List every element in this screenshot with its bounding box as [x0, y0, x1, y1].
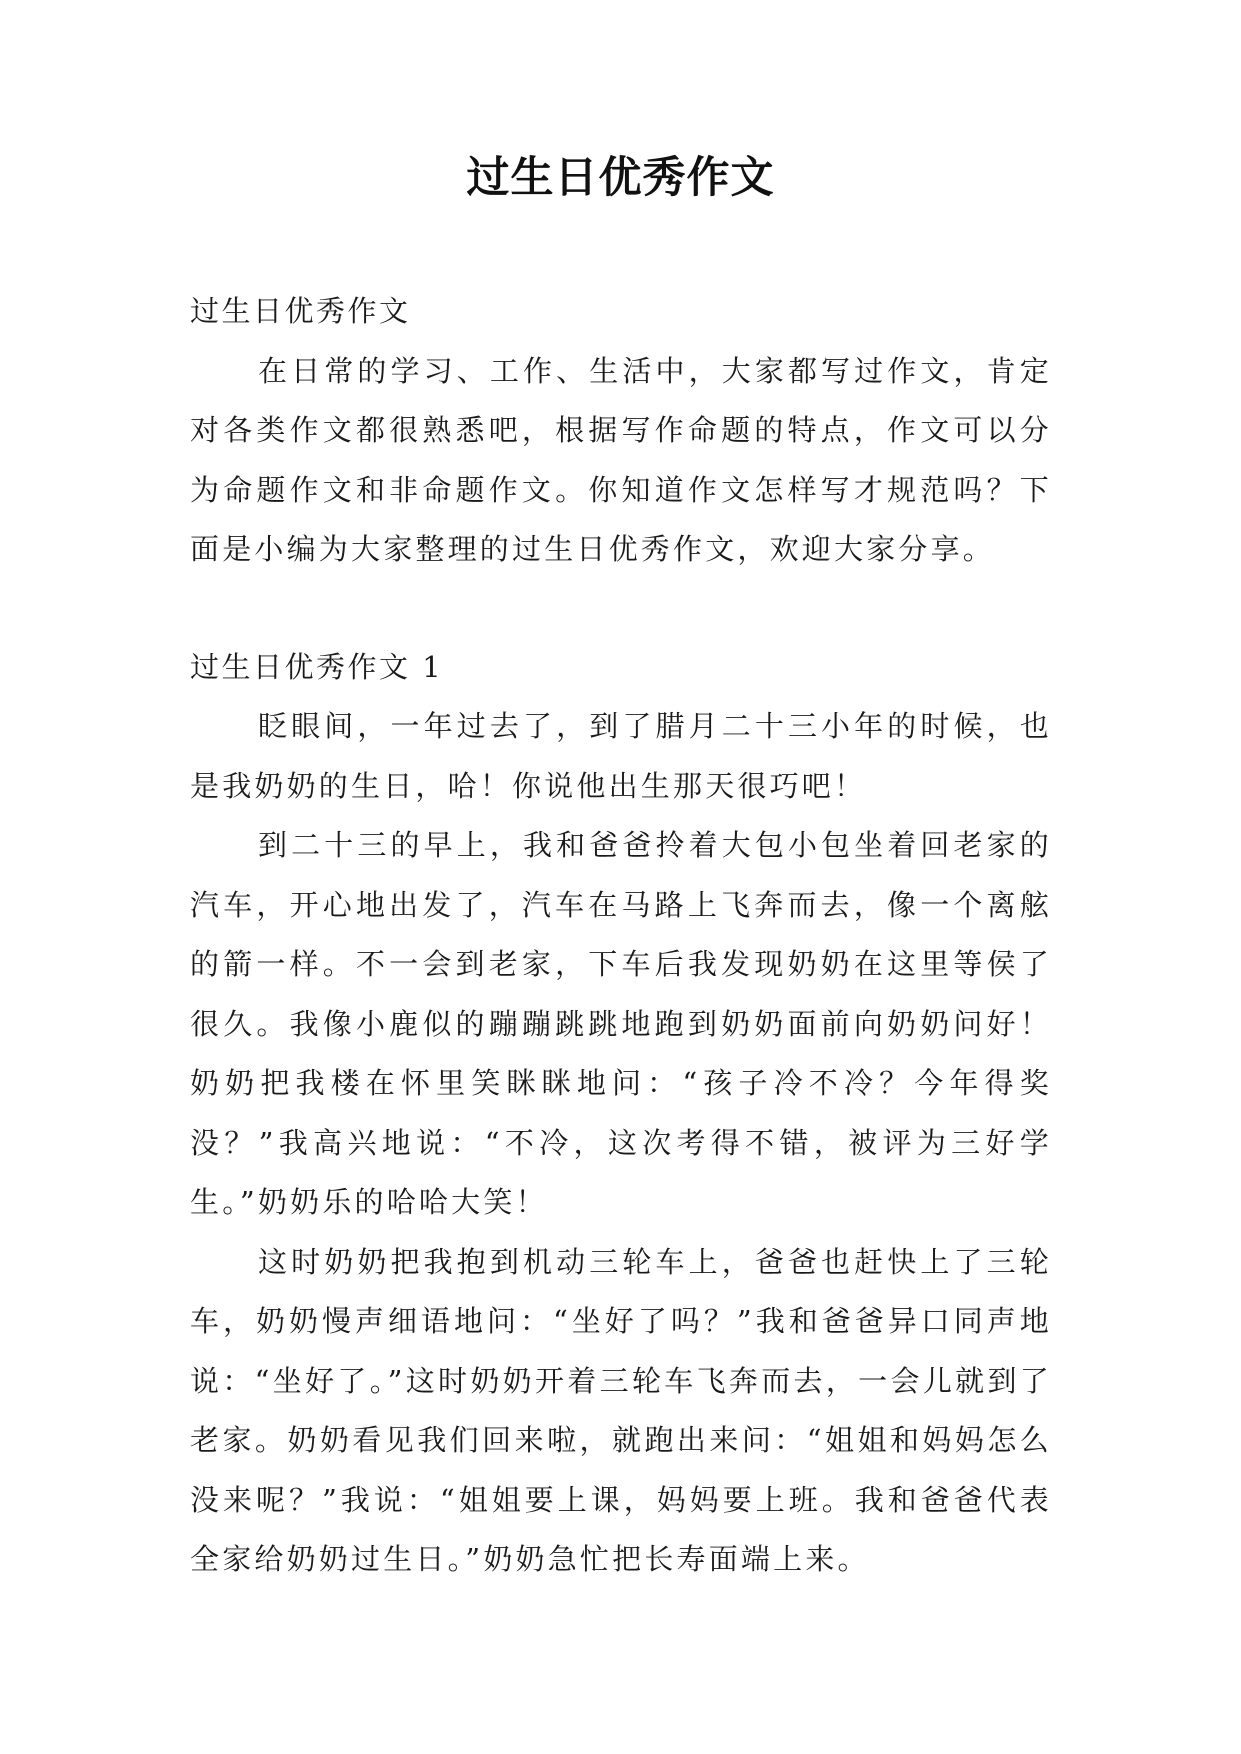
document-body	[190, 282, 1052, 1590]
section1-paragraph-3: 这时奶奶把我抱到机动三轮车上，爸爸也赶快上了三轮车，奶奶慢声细语地问：“坐好了吗？”我和爸爸异口同声地说：“坐好了。”这时奶奶开着三轮车飞奔而去，一会儿就到了老家。奶奶看见我们回来啦，就跑出来问：“姐姐和妈妈怎么没来呢？”我说：“姐姐要上课，妈妈要上班。我和爸爸代表全家给奶奶过生日。”奶奶急忙把长寿面端上来。	[190, 1244, 1052, 1576]
section1-paragraph-2: 到二十三的早上，我和爸爸拎着大包小包坐着回老家的汽车，开心地出发了，汽车在马路上飞奔而去，像一个离舷的箭一样。不一会到老家，下车后我发现奶奶在这里等侯了很久。我像小鹿似的蹦蹦跳跳地跑到奶奶面前向奶奶问好！奶奶把我楼在怀里笑眯眯地问：“孩子冷不冷？今年得奖没？”我高兴地说：“不冷，这次考得不错，被评为三好学生。”奶奶乐的哈哈大笑！	[190, 828, 1052, 1219]
section1-paragraph-1: 眨眼间，一年过去了，到了腊月二十三小年的时候，也是我奶奶的生日，哈！你说他出生那天很巧吧！	[190, 709, 1052, 803]
intro-heading: 过生日优秀作文	[190, 294, 411, 328]
section1-heading: 过生日优秀作文 1	[190, 649, 444, 684]
section-spacer	[190, 580, 1052, 638]
document-title: 过生日优秀作文	[466, 153, 775, 203]
intro-paragraph: 在日常的学习、工作、生活中，大家都写过作文，肯定对各类作文都很熟悉吧，根据写作命题的特点，作文可以分为命题作文和非命题作文。你知道作文怎样写才规范吗？下面是小编为大家整理的过生日优秀作文，欢迎大家分享。	[190, 353, 1052, 566]
